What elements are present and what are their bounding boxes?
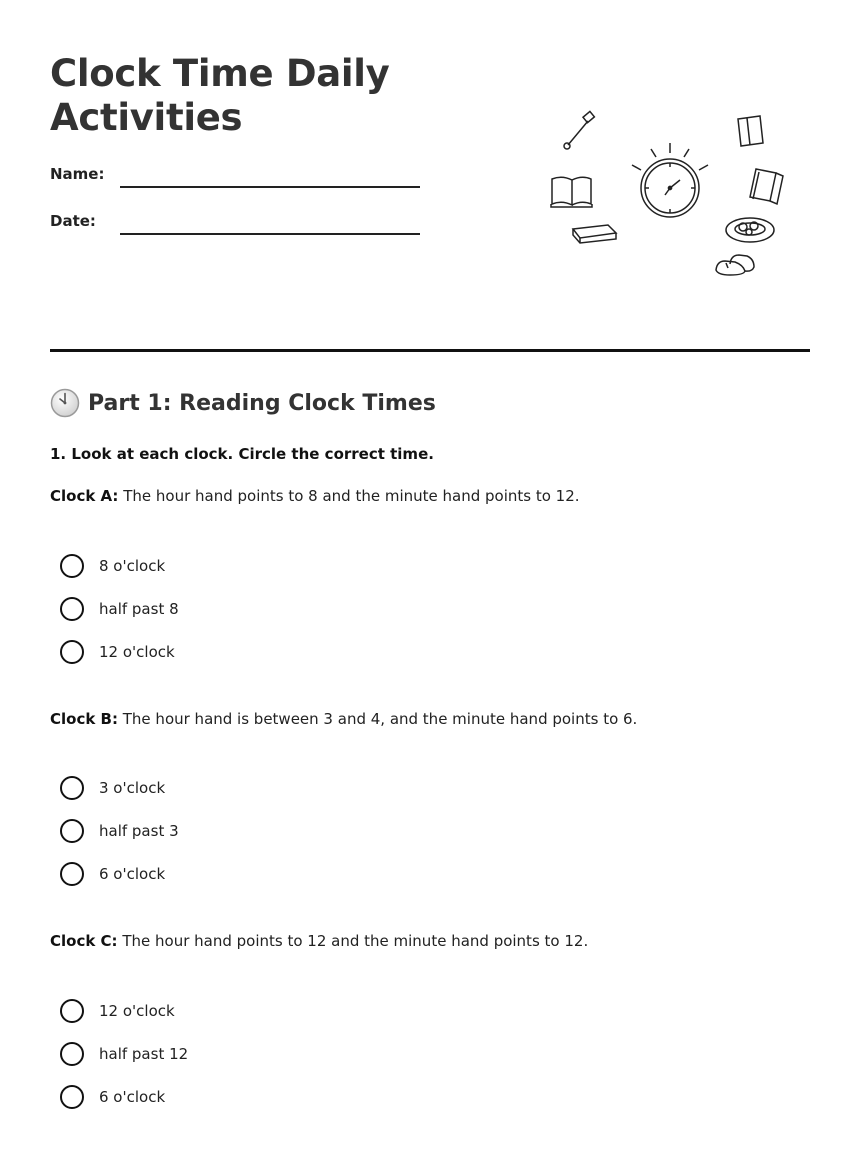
clock-a-prompt <box>50 487 580 505</box>
option-circle[interactable] <box>60 640 84 664</box>
option-label: 6 o'clock <box>99 1087 166 1106</box>
clock-icon <box>50 388 80 418</box>
option-item[interactable] <box>60 852 179 895</box>
option-item[interactable] <box>60 1075 188 1118</box>
option-circle[interactable] <box>60 862 84 886</box>
page-title-line-2: Activities <box>50 96 243 139</box>
option-label: half past 3 <box>99 821 179 840</box>
name-line[interactable] <box>120 186 420 188</box>
option-item[interactable] <box>60 989 188 1032</box>
notebook-icon <box>738 116 763 146</box>
clock-c-label: Clock C: <box>50 932 118 950</box>
plate-of-food-icon <box>726 218 774 242</box>
option-item[interactable] <box>60 587 179 630</box>
option-label: 12 o'clock <box>99 1001 175 1020</box>
clock-a-options <box>60 544 179 673</box>
option-label: 6 o'clock <box>99 864 166 883</box>
name-field[interactable] <box>50 165 420 195</box>
clock-b-prompt <box>50 710 637 728</box>
option-circle[interactable] <box>60 597 84 621</box>
option-item[interactable] <box>60 630 179 673</box>
stacked-book-icon <box>750 169 783 204</box>
closed-book-icon <box>573 225 616 243</box>
option-circle[interactable] <box>60 999 84 1023</box>
option-label: 3 o'clock <box>99 778 166 797</box>
question-1: 1. Look at each clock. Circle the correct time. <box>50 445 434 463</box>
clock-icon <box>632 143 708 217</box>
shoes-icon <box>716 255 754 275</box>
part1-title: Part 1: Reading Clock Times <box>88 390 436 416</box>
part1-heading <box>50 388 436 418</box>
clock-c-description: The hour hand points to 12 and the minute hand points to 12. <box>122 932 589 950</box>
open-book-icon <box>551 177 592 207</box>
option-circle[interactable] <box>60 554 84 578</box>
option-item[interactable] <box>60 766 179 809</box>
clock-c-prompt <box>50 932 588 950</box>
option-circle[interactable] <box>60 776 84 800</box>
page-title-line-1: Clock Time Daily <box>50 52 390 95</box>
option-item[interactable] <box>60 544 179 587</box>
date-field[interactable] <box>50 212 420 242</box>
clock-b-options <box>60 766 179 895</box>
option-circle[interactable] <box>60 819 84 843</box>
clock-c-options <box>60 989 188 1118</box>
option-label: half past 8 <box>99 599 179 618</box>
option-circle[interactable] <box>60 1085 84 1109</box>
clock-a-description: The hour hand points to 8 and the minute hand points to 12. <box>123 487 580 505</box>
date-label: Date: <box>50 212 96 230</box>
clock-b-label: Clock B: <box>50 710 118 728</box>
date-line[interactable] <box>120 233 420 235</box>
name-label: Name: <box>50 165 105 183</box>
option-item[interactable] <box>60 1032 188 1075</box>
option-label: half past 12 <box>99 1044 189 1063</box>
option-circle[interactable] <box>60 1042 84 1066</box>
option-item[interactable] <box>60 809 179 852</box>
clock-b-description: The hour hand is between 3 and 4, and the minute hand points to 6. <box>122 710 638 728</box>
option-label: 12 o'clock <box>99 642 175 661</box>
header-divider <box>50 349 810 352</box>
page-title <box>50 52 390 140</box>
option-label: 8 o'clock <box>99 556 166 575</box>
clock-a-label: Clock A: <box>50 487 119 505</box>
toothbrush-icon <box>564 111 594 149</box>
daily-activities-illustration <box>540 105 800 295</box>
